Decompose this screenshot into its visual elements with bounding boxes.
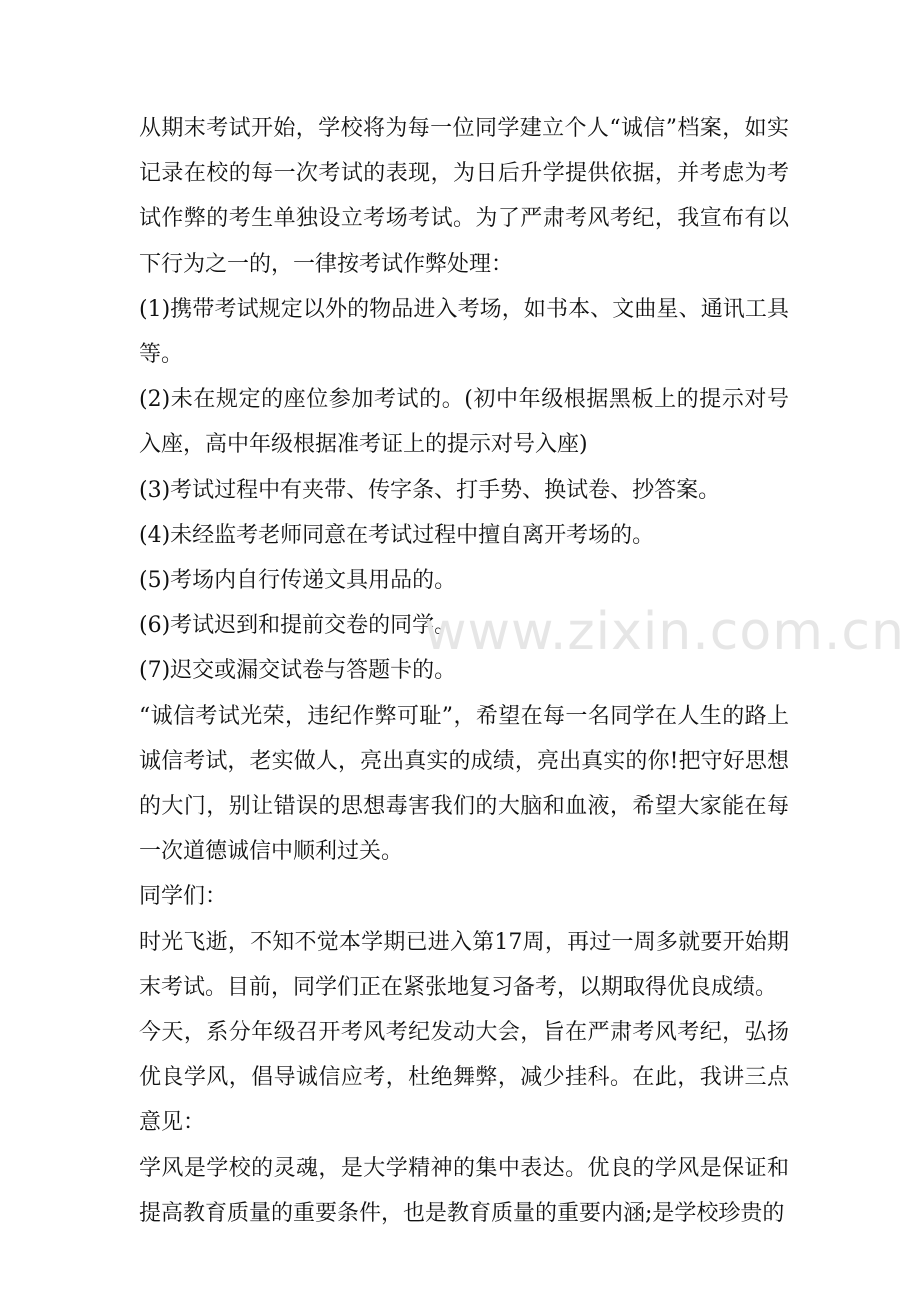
paragraph-rule-6: (6)考试迟到和提前交卷的同学。 [139, 613, 457, 639]
paragraph-rule-2: (2)未在规定的座位参加考试的。(初中年级根据黑板上的提示对号入座，高中年级根据准考证上的提示对号入座) [139, 387, 789, 458]
paragraph-integrity: “诚信考试光荣，违纪作弊可耻”，希望在每一名同学在人生的路上诚信考试，老实做人，亮出真实的成绩，亮出真实的你!把守好思想的大门，别让错误的思想毒害我们的大脑和血液，希望大家能在每一次道德诚信中顺利过关。 [139, 703, 789, 865]
paragraph-time: 时光飞逝，不知不觉本学期已进入第17周，再过一周多就要开始期末考试。目前，同学们正在紧张地复习备考，以期取得优良成绩。 [139, 929, 789, 1000]
paragraph-study-style: 学风是学校的灵魂，是大学精神的集中表达。优良的学风是保证和提高教育质量的重要条件，也是教育质量的重要内涵;是学校珍贵的 [139, 1155, 789, 1226]
paragraph-intro: 从期末考试开始，学校将为每一位同学建立个人“诚信”档案，如实记录在校的每一次考试的表现，为日后升学提供依据，并考虑为考试作弊的考生单独设立考场考试。为了严肃考风考纪，我宣布有以下行为之一的，一律按考试作弊处理： [139, 116, 789, 277]
paragraph-greeting: 同学们： [139, 884, 228, 910]
paragraph-rule-1: (1)携带考试规定以外的物品进入考场，如书本、文曲星、通讯工具等。 [139, 296, 789, 368]
watermark-text: www.zixin.com.cn [424, 602, 905, 662]
paragraph-rule-3: (3)考试过程中有夹带、传字条、打手势、换试卷、抄答案。 [139, 477, 721, 503]
paragraph-rule-7: (7)迟交或漏交试卷与答题卡的。 [139, 658, 457, 684]
paragraph-rule-4: (4)未经监考老师同意在考试过程中擅自离开考场的。 [139, 522, 655, 548]
paragraph-meeting: 今天，系分年级召开考风考纪发动大会，旨在严肃考风考纪，弘扬优良学风，倡导诚信应考，杜绝舞弊，减少挂科。在此，我讲三点意见： [139, 1020, 789, 1136]
paragraph-rule-5: (5)考场内自行传递文具用品的。 [139, 568, 457, 594]
document-body [139, 106, 789, 1236]
